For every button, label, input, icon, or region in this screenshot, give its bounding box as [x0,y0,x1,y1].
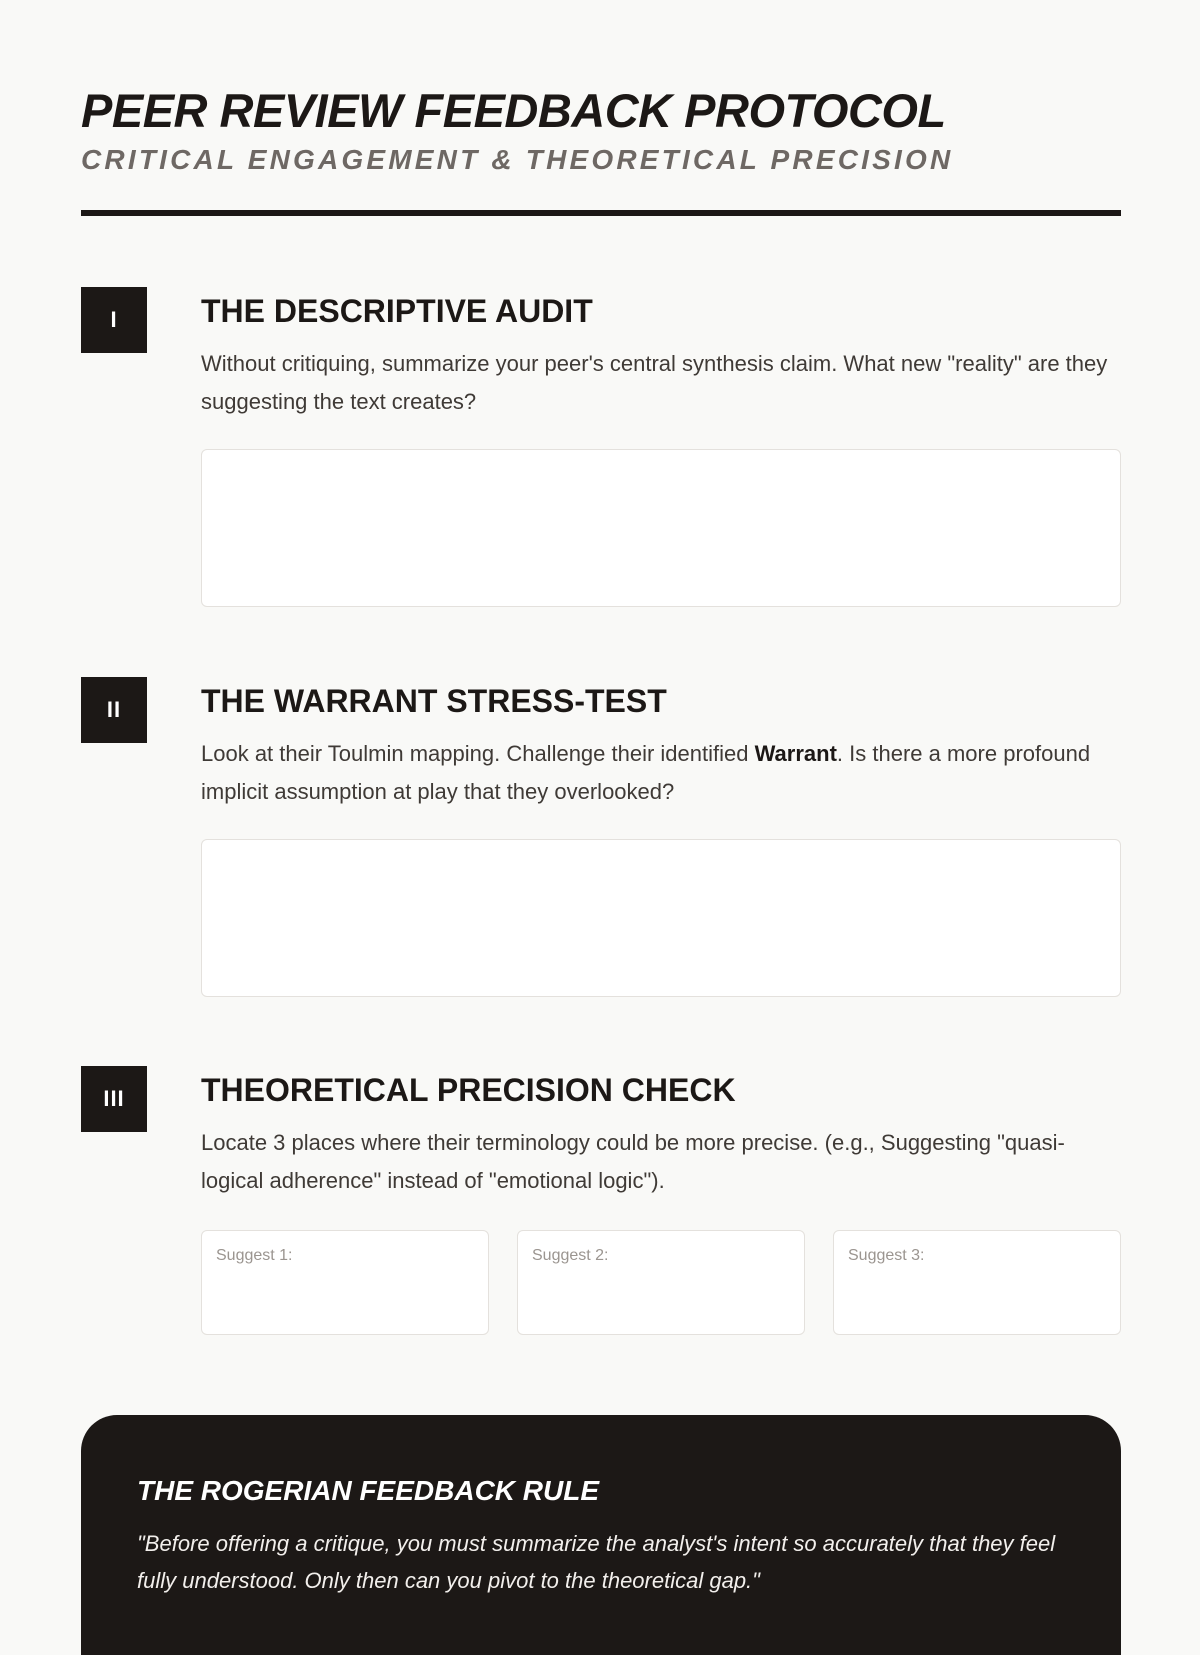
section-prompt [201,735,1121,811]
page-header [81,0,1119,216]
section-body [201,287,1121,607]
page-subtitle: CRITICAL ENGAGEMENT & THEORETICAL PRECISION [81,144,954,175]
section-body [201,677,1121,997]
section-number-badge: II [81,677,147,743]
section-title: THEORETICAL PRECISION CHECK [201,1072,736,1108]
suggestion-label: Suggest 3: [848,1247,925,1264]
rule-quote: "Before offering a critique, you must summarize the analyst's intent so accurately that they feel fully understood. Only then can you pivot to the theoretical gap." [137,1531,1056,1593]
suggestion-label: Suggest 2: [532,1247,609,1264]
section-number-badge: I [81,287,147,353]
section-number-badge: III [81,1066,147,1132]
suggestion-field-3[interactable] [833,1230,1121,1335]
rule-title: THE ROGERIAN FEEDBACK RULE [137,1475,600,1506]
warrant-stress-test-response-field[interactable] [201,839,1121,997]
suggestion-fields-row [201,1230,1121,1335]
suggestion-label: Suggest 1: [216,1247,293,1264]
prompt-text-before: Look at their Toulmin mapping. Challenge their identified [201,741,755,766]
section-title: THE WARRANT STRESS-TEST [201,683,667,719]
suggestion-field-1[interactable] [201,1230,489,1335]
page-title: PEER REVIEW FEEDBACK PROTOCOL [81,84,946,137]
section-prompt: Without critiquing, summarize your peer's central synthesis claim. What new "reality" are they suggesting the text creates? [201,351,1108,414]
section-prompt: Locate 3 places where their terminology could be more precise. (e.g., Suggesting "quasi-logical adherence" instead of "emotional logic"). [201,1130,1065,1193]
suggestion-field-2[interactable] [517,1230,805,1335]
section-body [201,1066,1121,1335]
prompt-text-after: . Is there a more profound implicit assumption at play that they overlooked? [201,741,1091,804]
prompt-emphasis-warrant: Warrant [754,741,837,766]
section-title: THE DESCRIPTIVE AUDIT [201,293,593,329]
rogerian-rule-callout [81,1415,1121,1655]
descriptive-audit-response-field[interactable] [201,449,1121,607]
header-divider [81,210,1121,216]
